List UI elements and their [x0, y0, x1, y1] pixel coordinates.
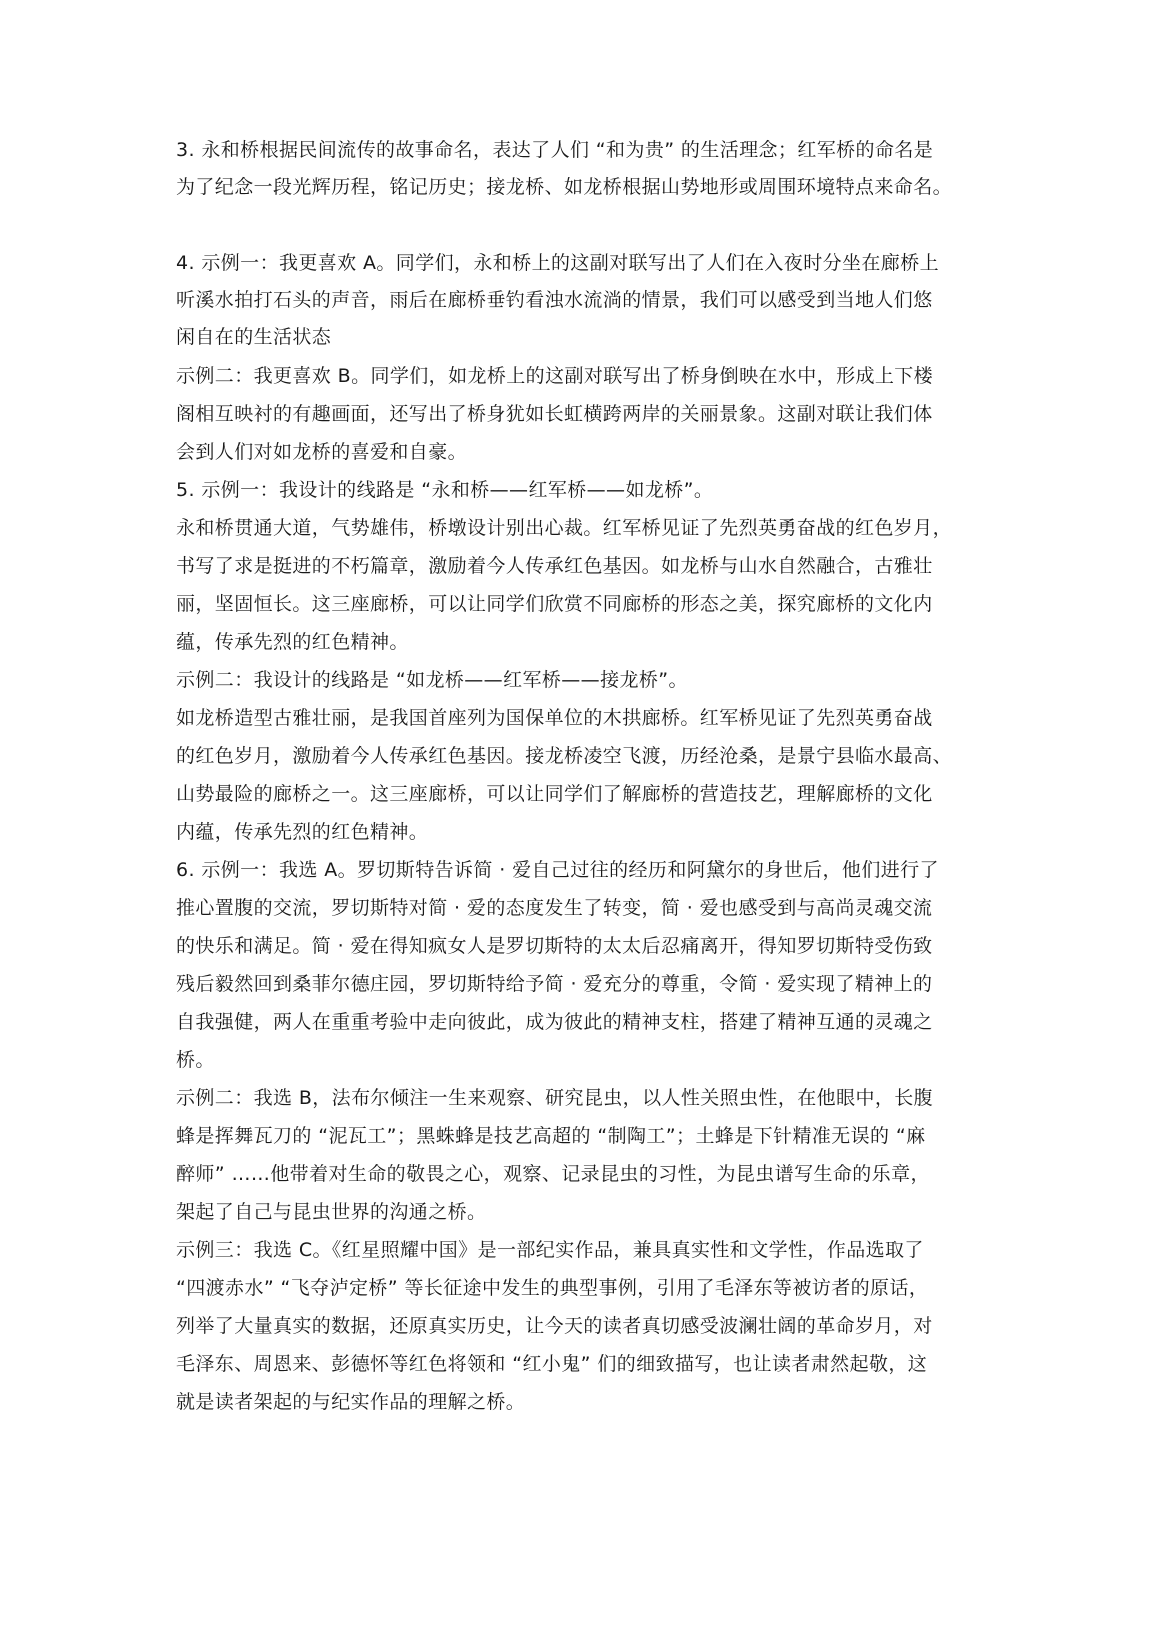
- answer-4-line-2: 听溪水拍打石头的声音，雨后在廊桥垂钓看浊水流淌的情景，我们可以感受到当地人们悠: [176, 289, 933, 311]
- answer-6-line-5: 自我强健，两人在重重考验中走向彼此，成为彼此的精神支柱，搭建了精神互通的灵魂之: [176, 1011, 933, 1033]
- answer-3-line-2: 为了纪念一段光辉历程，铭记历史；接龙桥、如龙桥根据山势地形或周围环境特点来命名。: [176, 176, 953, 198]
- answer-6-example-3-line-1: 示例三：我选 C。《红星照耀中国》是一部纪实作品，兼具真实性和文学性，作品选取了: [176, 1239, 924, 1261]
- answer-6-example-3-line-4: 毛泽东、周恩来、彭德怀等红色将领和 “红小鬼” 们的细致描写，也让读者肃然起敬，这: [176, 1353, 928, 1375]
- answer-5-example-2-line-1: 示例二：我设计的线路是 “如龙桥——红军桥——接龙桥”。: [176, 669, 688, 691]
- answer-5-example-2-line-2: 如龙桥造型古雅壮丽，是我国首座列为国保单位的木拱廊桥。红军桥见证了先烈英勇奋战: [176, 707, 933, 729]
- answer-6-line-6: 桥。: [176, 1049, 215, 1071]
- answer-5-line-2: 永和桥贯通大道，气势雄伟，桥墩设计别出心裁。红军桥见证了先烈英勇奋战的红色岁月，: [176, 517, 953, 539]
- answer-5-example-2-line-4: 山势最险的廊桥之一。这三座廊桥，可以让同学们了解廊桥的营造技艺，理解廊桥的文化: [176, 783, 933, 805]
- answer-6-example-2-line-3: 醉师” ……他带着对生命的敬畏之心，观察、记录昆虫的习性，为昆虫谱写生命的乐章，: [176, 1163, 930, 1185]
- answer-5-line-4: 丽，坚固恒长。这三座廊桥，可以让同学们欣赏不同廊桥的形态之美，探究廊桥的文化内: [176, 593, 933, 615]
- answer-5-line-3: 书写了求是挺进的不朽篇章，激励着今人传承红色基因。如龙桥与山水自然融合，古雅壮: [176, 555, 933, 577]
- answer-6-line-2: 推心置腹的交流，罗切斯特对简 · 爱的态度发生了转变，简 · 爱也感受到与高尚灵魂交流: [176, 897, 933, 919]
- answer-6-example-2-line-4: 架起了自己与昆虫世界的沟通之桥。: [176, 1201, 487, 1223]
- document-page: [176, 0, 988, 1638]
- answer-5-example-2-line-5: 内蕴，传承先烈的红色精神。: [176, 821, 429, 843]
- answer-6-example-3-line-5: 就是读者架起的与纪实作品的理解之桥。: [176, 1391, 526, 1413]
- answer-5-example-2-line-3: 的红色岁月，激励着今人传承红色基因。接龙桥凌空飞渡，历经沧桑，是景宁县临水最高、: [176, 745, 953, 767]
- answer-5-line-5: 蕴，传承先烈的红色精神。: [176, 631, 409, 653]
- answer-5-line-1: 5. 示例一：我设计的线路是 “永和桥——红军桥——如龙桥”。: [176, 479, 714, 501]
- answer-4-line-1: 4. 示例一：我更喜欢 A。同学们，永和桥上的这副对联写出了人们在入夜时分坐在廊桥上: [176, 252, 940, 274]
- answer-6-example-3-line-2: “四渡赤水” “飞夺泸定桥” 等长征途中发生的典型事例，引用了毛泽东等被访者的原话，: [176, 1277, 929, 1299]
- answer-3-line-1: 3. 永和桥根据民间流传的故事命名，表达了人们 “和为贵” 的生活理念；红军桥的命名是: [176, 139, 934, 161]
- answer-4-example-2-line-2: 阁相互映衬的有趣画面，还写出了桥身犹如长虹横跨两岸的关丽景象。这副对联让我们体: [176, 403, 933, 425]
- answer-6-line-3: 的快乐和满足。简 · 爱在得知疯女人是罗切斯特的太太后忍痛离开，得知罗切斯特受伤致: [176, 935, 933, 957]
- answer-6-line-1: 6. 示例一：我选 A。罗切斯特告诉简 · 爱自己过往的经历和阿黛尔的身世后，他们进行了: [176, 859, 939, 881]
- answer-4-line-3: 闲自在的生活状态: [176, 326, 332, 348]
- answer-6-example-2-line-2: 蜂是挥舞瓦刀的 “泥瓦工”；黑蛛蜂是技艺高超的 “制陶工”；土蜂是下针精准无误的 “麻: [176, 1125, 926, 1147]
- answer-6-line-4: 残后毅然回到桑菲尔德庄园，罗切斯特给予简 · 爱充分的尊重，令简 · 爱实现了精神上的: [176, 973, 933, 995]
- answer-4-example-2-line-1: 示例二：我更喜欢 B。同学们，如龙桥上的这副对联写出了桥身倒映在水中，形成上下楼: [176, 365, 934, 387]
- answer-6-example-3-line-3: 列举了大量真实的数据，还原真实历史，让今天的读者真切感受波澜壮阔的革命岁月，对: [176, 1315, 933, 1337]
- answer-4-example-2-line-3: 会到人们对如龙桥的喜爱和自豪。: [176, 441, 468, 463]
- answer-6-example-2-line-1: 示例二：我选 B，法布尔倾注一生来观察、研究昆虫，以人性关照虫性，在他眼中，长腹: [176, 1087, 934, 1109]
